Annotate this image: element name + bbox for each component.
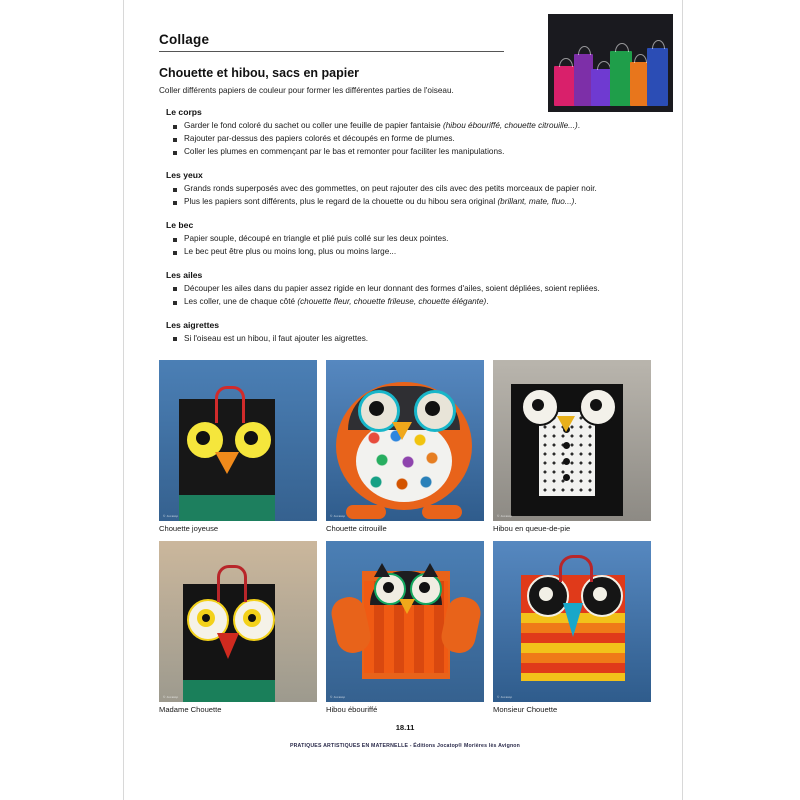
bag-handle-icon <box>615 43 629 52</box>
list-item: Découper les ailes dans du papier assez rigide en leur donnant des formes d'ailes, soient dépliées, soient repliées. <box>173 283 651 296</box>
owl-beak <box>217 633 239 659</box>
gallery-cell <box>159 541 317 719</box>
paper-bag-green <box>610 51 632 106</box>
hero-photo <box>548 14 673 112</box>
owl-pupil-left <box>196 431 210 445</box>
page-content <box>159 32 651 749</box>
bag-handle-icon <box>559 555 593 582</box>
shirt-button <box>563 442 570 449</box>
owl-pupil-right <box>248 614 256 622</box>
list-item: Coller les plumes en commençant par le bas et remonter pour faciliter les manipulations. <box>173 146 651 159</box>
list-item: Le bec peut être plus ou moins long, plus ou moins large... <box>173 246 651 259</box>
gallery-cell <box>493 360 651 538</box>
shirt-button <box>563 458 570 465</box>
photo-chouette-citrouille <box>326 360 484 521</box>
subheading-aigrettes: Les aigrettes <box>166 319 220 330</box>
bag-handle-icon <box>597 61 611 70</box>
photo-monsieur-chouette <box>493 541 651 702</box>
owl-beak <box>563 603 583 637</box>
photo-caption: Hibou en queue-de-pie <box>493 523 571 533</box>
gallery-cell <box>326 541 484 719</box>
subheading-corps: Le corps <box>166 107 202 118</box>
photo-caption: Chouette joyeuse <box>159 523 219 533</box>
bag-handle-icon <box>215 386 245 423</box>
list-item: Si l'oiseau est un hibou, il faut ajouter les aigrettes. <box>173 333 651 346</box>
bag-handle-icon <box>217 565 247 602</box>
photo-credit: © Jocatop <box>330 694 346 699</box>
list-corps <box>159 120 651 159</box>
page-footer: PRATIQUES ARTISTIQUES EN MATERNELLE - Éditions Jocatop® Morières lès Avignon <box>289 742 521 749</box>
owl-beak <box>399 599 415 614</box>
owl-beak <box>392 422 412 440</box>
paper-bag-pink <box>554 66 576 106</box>
owl-pupil-left <box>369 401 384 416</box>
photo-caption: Hibou ébouriffé <box>326 704 378 714</box>
owl-pupil-right <box>244 431 258 445</box>
document-page <box>123 0 683 800</box>
photo-caption: Monsieur Chouette <box>493 704 558 714</box>
owl-bag-base <box>179 495 275 521</box>
owl-pupil-left <box>532 399 544 411</box>
owl-pupil-right <box>425 401 440 416</box>
list-item: Papier souple, découpé en triangle et plié puis collé sur les deux pointes. <box>173 233 651 246</box>
gallery-cell <box>326 360 484 538</box>
bag-handle-icon <box>578 46 591 55</box>
photo-credit: © Jocatop <box>163 694 179 699</box>
photo-caption: Madame Chouette <box>159 704 222 714</box>
list-item: Grands ronds superposés avec des gommettes, on peut rajouter des cils avec des petits morceaux de papier noir. <box>173 183 651 196</box>
photo-credit: © Jocatop <box>163 513 179 518</box>
subheading-bec: Le bec <box>166 220 194 231</box>
list-ailes <box>159 283 651 309</box>
intro-text: Coller différents papiers de couleur pour former les différentes parties de l'oiseau. <box>159 86 454 95</box>
bag-handle-icon <box>559 58 573 67</box>
owl-bag-base <box>183 680 275 702</box>
gallery-cell <box>493 541 651 719</box>
owl-beak <box>215 452 239 474</box>
owl-aigrette-left <box>374 563 390 577</box>
bag-handle-icon <box>652 40 665 49</box>
photo-credit: © Jocatop <box>330 513 346 518</box>
photo-hibou-queue-de-pie <box>493 360 651 521</box>
list-item: Garder le fond coloré du sachet ou coller une feuille de papier fantaisie (hibou ébouriffé, chouette citrouille...). <box>173 120 651 133</box>
subheading-ailes: Les ailes <box>166 269 203 280</box>
owl-foot-left <box>346 505 386 519</box>
photo-credit: © Jocatop <box>497 513 513 518</box>
list-item: Les coller, une de chaque côté (chouette fleur, chouette frileuse, chouette élégante). <box>173 296 651 309</box>
photo-gallery <box>159 360 651 719</box>
subheading-yeux: Les yeux <box>166 170 203 181</box>
gallery-cell <box>159 360 317 538</box>
owl-pupil-left <box>539 587 553 601</box>
list-item: Rajouter par-dessus des papiers colorés et découpés en forme de plumes. <box>173 133 651 146</box>
owl-pupil-left <box>383 582 394 593</box>
list-aigrettes <box>159 333 651 346</box>
photo-caption: Chouette citrouille <box>326 523 387 533</box>
shirt-button <box>563 474 570 481</box>
owl-pupil-right <box>419 582 430 593</box>
owl-foot-right <box>422 505 462 519</box>
section-title: Collage <box>159 32 504 52</box>
list-yeux <box>159 183 651 209</box>
list-item: Plus les papiers sont différents, plus le regard de la chouette ou du hibou sera original (brillant, mate, fluo...). <box>173 196 651 209</box>
page-number: 18.11 <box>395 722 415 732</box>
owl-pupil-right <box>590 399 602 411</box>
owl-pupil-right <box>593 587 607 601</box>
photo-chouette-joyeuse <box>159 360 317 521</box>
photo-hibou-ebouriffe <box>326 541 484 702</box>
photo-madame-chouette <box>159 541 317 702</box>
bag-handle-icon <box>634 54 647 63</box>
owl-pupil-left <box>202 614 210 622</box>
owl-beak <box>557 416 575 432</box>
list-bec <box>159 233 651 259</box>
owl-aigrette-right <box>422 563 438 577</box>
page-title: Chouette et hibou, sacs en papier <box>159 66 360 80</box>
photo-credit: © Jocatop <box>497 694 513 699</box>
paper-bag-blue <box>647 48 668 106</box>
